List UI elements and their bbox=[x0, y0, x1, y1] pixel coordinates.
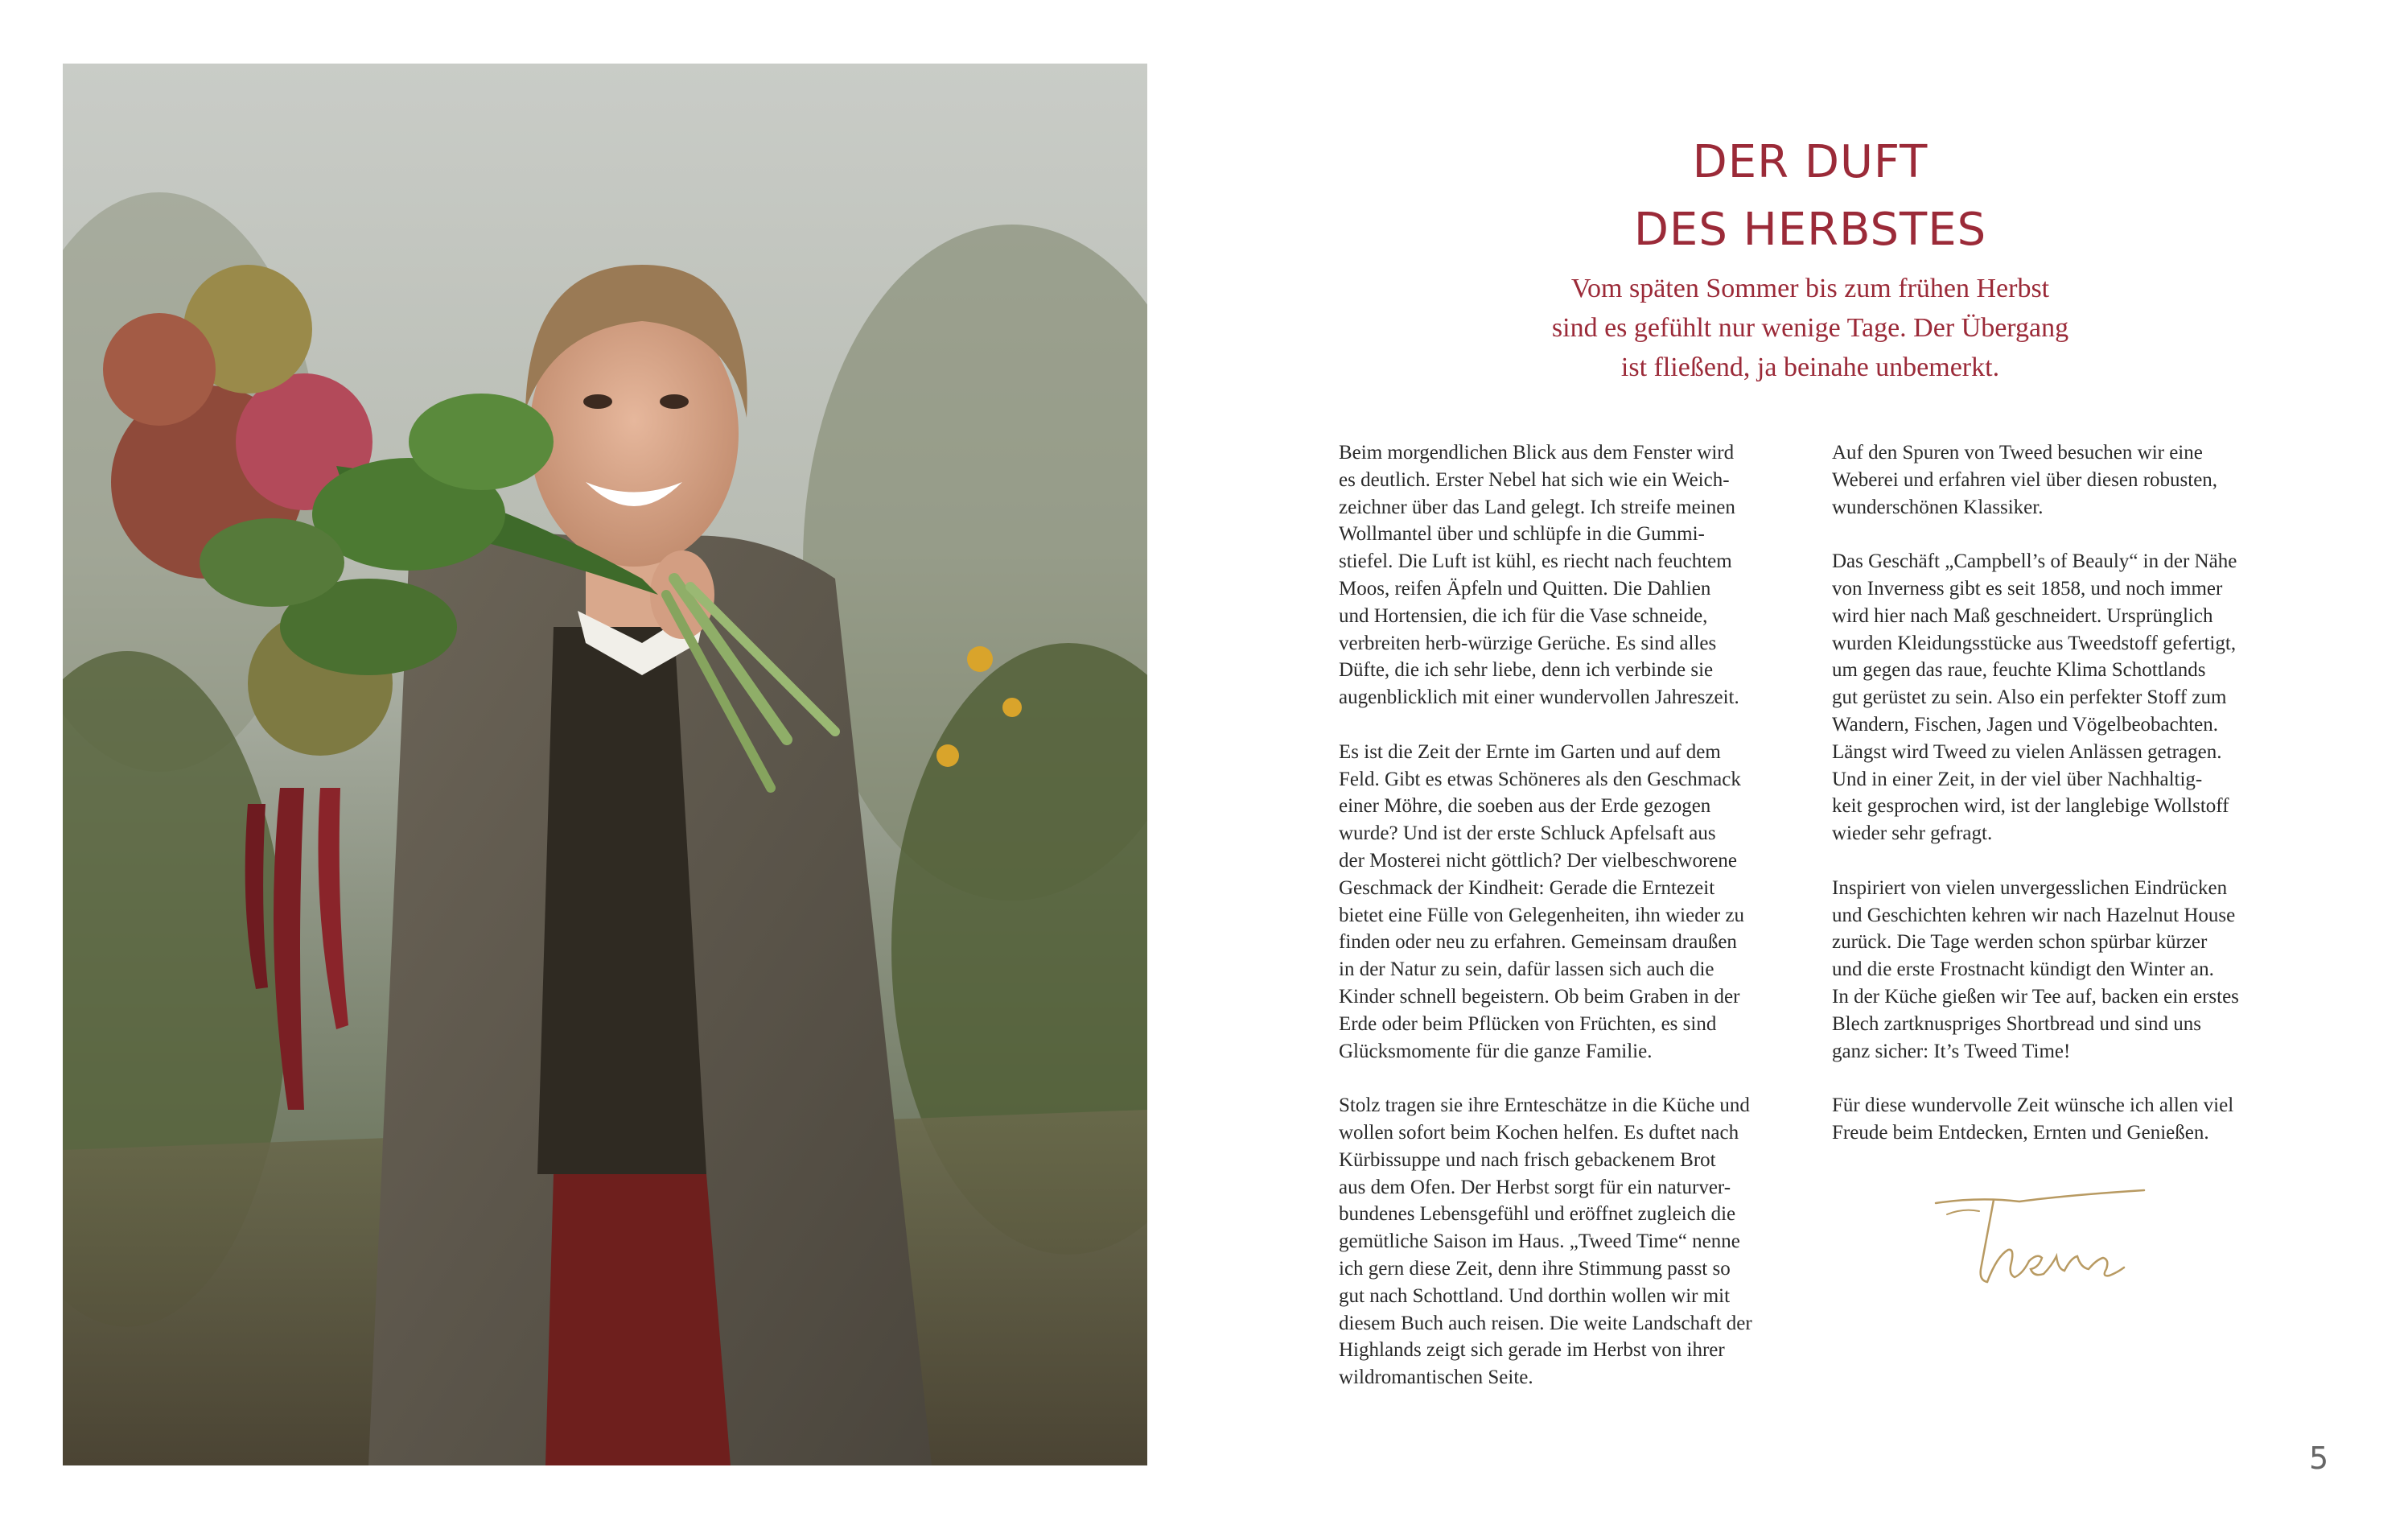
text-line: Düfte, die ich sehr liebe, denn ich verbinde sie bbox=[1339, 659, 1714, 682]
page-number: 5 bbox=[2309, 1441, 2329, 1476]
text-line: wieder sehr gefragt. bbox=[1832, 822, 1993, 845]
text-line: verbreiten herb-würzige Gerüche. Es sind alles bbox=[1339, 632, 1717, 654]
text-line: Das Geschäft „Campbell’s of Beauly“ in der Nähe bbox=[1832, 550, 2237, 573]
text-line: wurde? Und ist der erste Schluck Apfelsaft aus bbox=[1339, 822, 1716, 845]
text-line: diesem Buch auch reisen. Die weite Landschaft der bbox=[1339, 1312, 1752, 1334]
paragraph bbox=[1339, 439, 1813, 711]
text-line: zurück. Die Tage werden schon spürbar kürzer bbox=[1832, 931, 2208, 954]
text-line: Wollmantel über und schlüpfe in die Gummi- bbox=[1339, 523, 1705, 546]
text-line: Kinder schnell begeistern. Ob beim Graben in der bbox=[1339, 985, 1740, 1008]
signature bbox=[1931, 1179, 2156, 1300]
text-line: es deutlich. Erster Nebel hat sich wie ein Weich- bbox=[1339, 468, 1730, 491]
text-line: Längst wird Tweed zu vielen Anlässen getragen. bbox=[1832, 740, 2222, 763]
text-line: Moos, reifen Äpfeln und Quitten. Die Dahlien bbox=[1339, 577, 1711, 600]
photo-illustration bbox=[63, 64, 1147, 1465]
paragraph bbox=[1339, 739, 1813, 1066]
paragraph bbox=[1832, 439, 2307, 521]
text-line: Highlands zeigt sich gerade im Herbst von ihrer bbox=[1339, 1339, 1725, 1362]
text-line: von Inverness gibt es seit 1858, und noch immer bbox=[1832, 577, 2223, 600]
text-line: gut gerüstet zu sein. Also ein perfekter Stoff zum bbox=[1832, 686, 2227, 709]
intro-line-1: Vom späten Sommer bis zum frühen Herbst bbox=[1570, 274, 2050, 303]
text-line: bietet eine Fülle von Gelegenheiten, ihn wieder zu bbox=[1339, 904, 1744, 926]
text-line: wildromantischen Seite. bbox=[1339, 1366, 1533, 1389]
text-line: gut nach Schottland. Und dorthin wollen wir mit bbox=[1339, 1284, 1731, 1307]
intro-line-3: ist fließend, ja beinahe unbemerkt. bbox=[1620, 352, 2000, 382]
paragraph bbox=[1832, 1092, 2307, 1147]
text-line: ganz sicher: It’s Tweed Time! bbox=[1832, 1040, 2071, 1062]
text-line: aus dem Ofen. Der Herbst sorgt für ein naturver- bbox=[1339, 1176, 1731, 1198]
text-line: Es ist die Zeit der Ernte im Garten und auf dem bbox=[1339, 740, 1721, 763]
text-line: der Mosterei nicht göttlich? Der vielbeschworene bbox=[1339, 849, 1737, 872]
body-column-left bbox=[1339, 439, 1813, 1419]
text-line: zeichner über das Land gelegt. Ich streife meinen bbox=[1339, 496, 1735, 518]
text-line: In der Küche gießen wir Tee auf, backen ein erstes bbox=[1832, 985, 2239, 1008]
text-line: gemütliche Saison im Haus. „Tweed Time“ nenne bbox=[1339, 1230, 1740, 1253]
text-line: Inspiriert von vielen unvergesslichen Eindrücken bbox=[1832, 876, 2228, 899]
paragraph bbox=[1339, 1092, 1813, 1391]
signature-drawing bbox=[1931, 1179, 2156, 1300]
paragraph bbox=[1832, 548, 2307, 847]
text-line: Feld. Gibt es etwas Schöneres als den Geschmack bbox=[1339, 768, 1741, 790]
text-line: wird hier nach Maß geschneidert. Ursprünglich bbox=[1832, 604, 2213, 627]
text-line: in der Natur zu sein, dafür lassen sich auch die bbox=[1339, 958, 1714, 981]
text-line: Erde oder beim Pflücken von Früchten, es sind bbox=[1339, 1012, 1717, 1035]
text-line: Wandern, Fischen, Jagen und Vögelbeobachten. bbox=[1832, 713, 2219, 736]
text-line: bundenes Lebensgefühl und eröffnet zugleich die bbox=[1339, 1203, 1736, 1226]
text-line: finden oder neu zu erfahren. Gemeinsam draußen bbox=[1339, 931, 1737, 954]
intro-line-2: sind es gefühlt nur wenige Tage. Der Übergang bbox=[1551, 313, 2069, 343]
text-line: Blech zartknuspriges Shortbread und sind uns bbox=[1832, 1012, 2201, 1035]
text-line: keit gesprochen wird, ist der langlebige Wollstoff bbox=[1832, 795, 2229, 818]
text-line: wurden Kleidungsstücke aus Tweedstoff gefertigt, bbox=[1832, 632, 2237, 654]
text-line: wollen sofort beim Kochen helfen. Es duftet nach bbox=[1339, 1121, 1739, 1144]
text-line: um gegen das raue, feuchte Klima Schottlands bbox=[1832, 659, 2206, 682]
intro-text bbox=[1400, 269, 2221, 387]
text-line: und Geschichten kehren wir nach Hazelnut House bbox=[1832, 904, 2236, 926]
title-line-1: DER DUFT bbox=[1692, 136, 1928, 188]
text-line: Weberei und erfahren viel über diesen robusten, bbox=[1832, 468, 2218, 491]
text-line: und die erste Frostnacht kündigt den Winter an. bbox=[1832, 958, 2214, 981]
text-line: Beim morgendlichen Blick aus dem Fenster wird bbox=[1339, 442, 1735, 464]
text-line: Auf den Spuren von Tweed besuchen wir eine bbox=[1832, 442, 2203, 464]
text-line: einer Möhre, die soeben aus der Erde gezogen bbox=[1339, 795, 1711, 818]
page-title bbox=[1448, 129, 2172, 264]
text-line: ich gern diese Zeit, denn ihre Stimmung passt so bbox=[1339, 1257, 1731, 1280]
text-line: stiefel. Die Luft ist kühl, es riecht nach feuchtem bbox=[1339, 550, 1732, 573]
text-line: wunderschönen Klassiker. bbox=[1832, 496, 2044, 518]
text-line: Freude beim Entdecken, Ernten und Genießen. bbox=[1832, 1121, 2209, 1144]
title-line-2: DES HERBSTES bbox=[1633, 204, 1987, 256]
portrait-photo bbox=[63, 64, 1147, 1465]
paragraph bbox=[1832, 875, 2307, 1066]
text-line: Stolz tragen sie ihre Ernteschätze in die Küche und bbox=[1339, 1094, 1750, 1117]
text-line: Für diese wundervolle Zeit wünsche ich allen viel bbox=[1832, 1094, 2234, 1117]
text-line: Geschmack der Kindheit: Gerade die Erntezeit bbox=[1339, 876, 1715, 899]
body-column-right bbox=[1832, 439, 2307, 1174]
text-line: und Hortensien, die ich für die Vase schneide, bbox=[1339, 604, 1708, 627]
text-line: Kürbissuppe und nach frisch gebackenem Brot bbox=[1339, 1148, 1716, 1171]
text-line: Glücksmomente für die ganze Familie. bbox=[1339, 1040, 1653, 1062]
text-line: augenblicklich mit einer wundervollen Jahreszeit. bbox=[1339, 686, 1739, 709]
text-line: Und in einer Zeit, in der viel über Nachhaltig- bbox=[1832, 768, 2203, 790]
